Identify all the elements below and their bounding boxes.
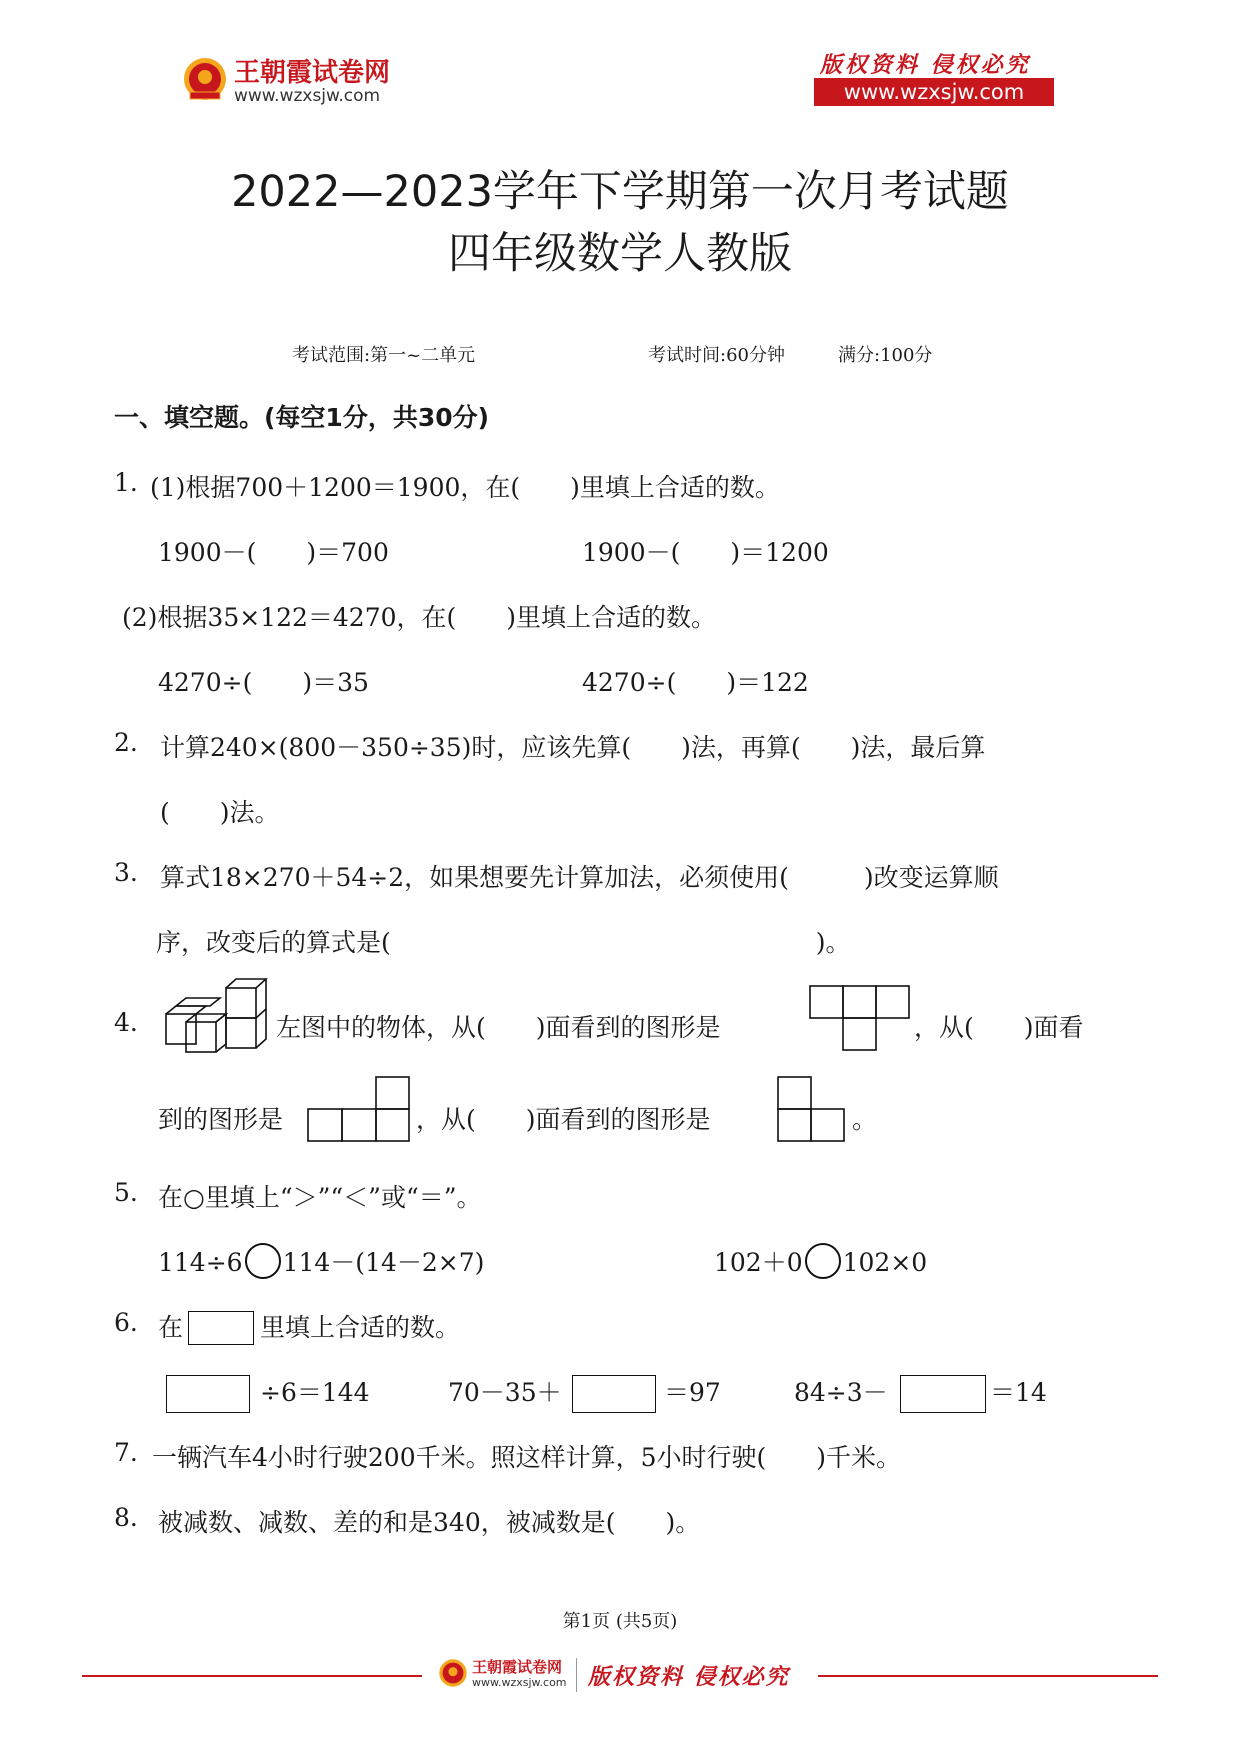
section-heading: 一、填空题。(每空1分，共30分): [114, 403, 490, 432]
q1-part1: (1)根据700＋1200＝1900，在( )里填上合适的数。: [150, 473, 780, 502]
answer-box[interactable]: [900, 1375, 986, 1413]
exam-title: 2022—2023学年下学期第一次月考试题: [231, 167, 1009, 217]
copyright-notice: 版权资料 侵权必究: [820, 52, 1031, 78]
view-shape-t: [808, 984, 912, 1054]
q5-b-left: 102＋0: [714, 1248, 803, 1277]
footer-separator: [576, 1658, 577, 1692]
page-number: 第1页 (共5页): [562, 1611, 678, 1632]
q1-part1-a: 1900－( )＝700: [158, 538, 389, 567]
q5-item-a: [158, 1243, 484, 1279]
q5-text: 在○里填上“＞”“＜”或“＝”。: [158, 1183, 482, 1212]
logo-name: 王朝霞试卷网: [234, 58, 391, 88]
q4-number: 4.: [114, 1008, 138, 1037]
q2-number: 2.: [114, 728, 138, 757]
q5-a-left: 114÷6: [158, 1248, 243, 1277]
footer-divider-left: [82, 1675, 422, 1677]
footer-divider-right: [818, 1675, 1158, 1677]
exam-range: 考试范围:第一~二单元: [292, 345, 476, 366]
footer-logo-url[interactable]: www.wzxsjw.com: [472, 1676, 567, 1689]
exam-subtitle: 四年级数学人教版: [448, 229, 792, 279]
q3-line1: 算式18×270＋54÷2，如果想要先计算加法，必须使用( )改变运算顺: [160, 863, 999, 892]
q5-b-right: 102×0: [842, 1248, 928, 1277]
q6-eq1: ÷6＝144: [260, 1378, 370, 1407]
exam-score: 满分:100分: [838, 345, 933, 366]
q2-line1: 计算240×(800－350÷35)时，应该先算( )法，再算( )法，最后算: [160, 733, 986, 762]
q4-text-3: 到的图形是: [158, 1105, 284, 1134]
answer-box[interactable]: [572, 1375, 656, 1413]
q7-text: 一辆汽车4小时行驶200千米。照这样计算，5小时行驶( )千米。: [152, 1443, 902, 1472]
q5-item-b: [714, 1243, 927, 1279]
seal-logo-icon: [438, 1658, 468, 1688]
compare-circle[interactable]: [805, 1243, 841, 1279]
q6-number: 6.: [114, 1308, 138, 1337]
q5-number: 5.: [114, 1178, 138, 1207]
q1-part2: (2)根据35×122＝4270，在( )里填上合适的数。: [122, 603, 717, 632]
q4-text-2: ，从( )面看: [914, 1013, 1084, 1042]
q6-post: 里填上合适的数。: [260, 1313, 461, 1342]
view-shape-square-stack: [776, 1075, 848, 1145]
q7-number: 7.: [114, 1438, 138, 1467]
q6-eq3-pre: 84÷3－: [794, 1378, 888, 1407]
q8-text: 被减数、减数、差的和是340，被减数是( )。: [158, 1508, 701, 1537]
q4-text-4: ，从( )面看到的图形是: [416, 1105, 711, 1134]
q1-part2-a: 4270÷( )＝35: [158, 668, 369, 697]
site-url-banner[interactable]: www.wzxsjw.com: [814, 78, 1054, 106]
q4-text-5: 。: [852, 1105, 878, 1134]
q6-pre: 在: [158, 1313, 184, 1342]
view-shape-l: [306, 1075, 412, 1145]
exam-time: 考试时间:60分钟: [648, 345, 785, 366]
q8-number: 8.: [114, 1503, 138, 1532]
q6-eq2-pre: 70－35＋: [448, 1378, 562, 1407]
q3-line2: 序，改变后的算式是( )。: [156, 928, 851, 957]
cube-object-figure: [164, 976, 268, 1060]
q3-number: 3.: [114, 858, 138, 887]
q4-text-1: 左图中的物体，从( )面看到的图形是: [276, 1013, 721, 1042]
answer-box[interactable]: [166, 1375, 250, 1413]
q6-eq2-post: ＝97: [664, 1378, 721, 1407]
q5-a-right: 114－(14－2×7): [282, 1248, 485, 1277]
compare-circle[interactable]: [245, 1243, 281, 1279]
q1-number: 1.: [114, 468, 138, 497]
q2-line2: ( )法。: [160, 798, 280, 827]
q1-part2-b: 4270÷( )＝122: [582, 668, 809, 697]
footer-copyright: 版权资料 侵权必究: [588, 1664, 790, 1690]
answer-box[interactable]: [188, 1311, 254, 1345]
q1-part1-b: 1900－( )＝1200: [582, 538, 829, 567]
seal-logo-icon: [182, 56, 228, 102]
logo-url[interactable]: www.wzxsjw.com: [234, 86, 381, 106]
footer-logo-name: 王朝霞试卷网: [472, 1658, 563, 1676]
q6-eq3-post: ＝14: [990, 1378, 1047, 1407]
